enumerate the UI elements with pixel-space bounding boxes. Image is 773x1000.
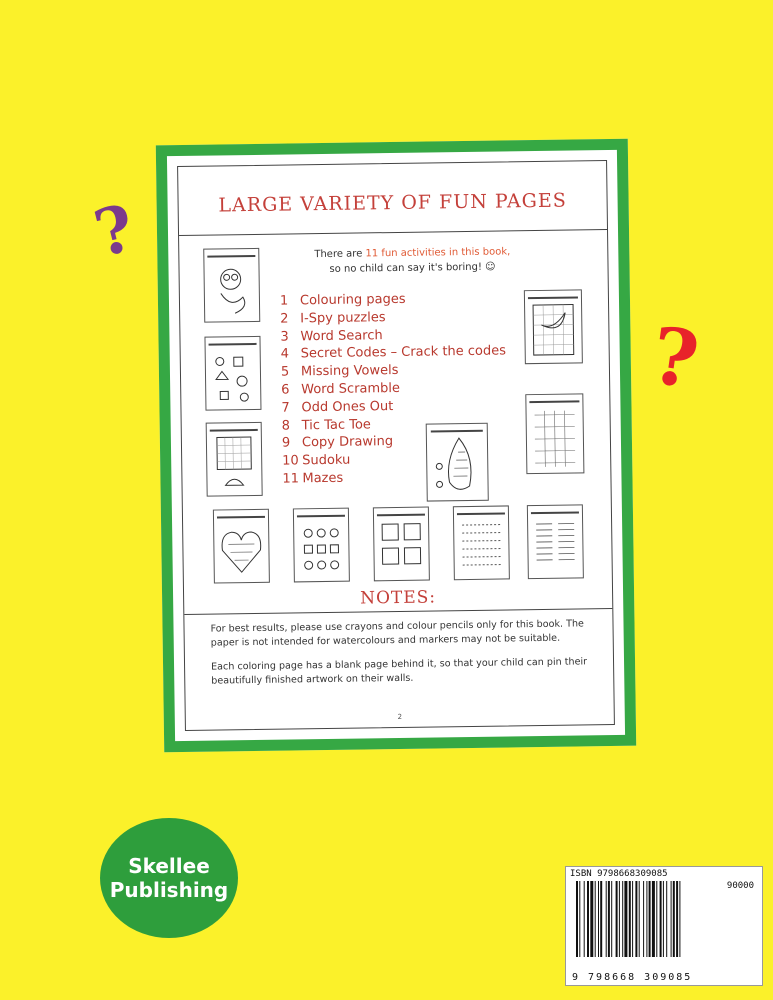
thumbnail-tic-tac-toe-page <box>525 393 584 474</box>
thumbnail-colouring-page <box>203 248 260 323</box>
list-item: 9 Copy Drawing <box>281 434 394 451</box>
isbn-digits: 9 798668 309085 <box>572 972 693 983</box>
publisher-line2: Publishing <box>109 878 229 902</box>
page-preview-frame <box>156 139 636 753</box>
intro-prefix: There are <box>314 248 366 261</box>
publisher-line1: Skellee <box>128 854 210 878</box>
thumbnail-word-scramble-page <box>527 504 584 579</box>
thumbnail-odd-ones-out-page <box>293 508 350 583</box>
list-item: 8 Tic Tac Toe <box>281 416 371 434</box>
thumbnail-sudoku-page <box>373 507 430 582</box>
list-item: 10 Sudoku <box>282 452 351 469</box>
intro-line2: so no child can say it's boring! ☺ <box>329 261 496 275</box>
notes-body <box>210 617 599 698</box>
thumbnail-maze-page <box>213 509 270 584</box>
intro-text <box>297 244 527 277</box>
thumbnail-word-search-page <box>206 422 263 497</box>
list-item: 6 Word Scramble <box>281 380 401 398</box>
list-item: 3 Word Search <box>280 327 383 345</box>
note-paragraph: Each coloring page has a blank page behind it, so that your child can pin their beautifully finished artwork on their walls. <box>210 656 588 687</box>
list-item: 5 Missing Vowels <box>280 363 399 380</box>
thumbnail-secret-codes-page <box>453 505 510 580</box>
barcode-bars <box>574 881 754 969</box>
divider <box>179 229 607 236</box>
list-item: 4 Secret Codes – Crack the codes <box>280 343 507 362</box>
list-item: 2 I-Spy puzzles <box>280 309 386 327</box>
thumbnail-colouring-shell-page <box>426 423 489 502</box>
intro-accent: 11 fun activities in this book, <box>365 246 511 260</box>
note-paragraph: For best results, please use crayons and colour pencils only for this book. The paper is not intended for watercolours and markers may not be suitable. <box>210 618 585 649</box>
notes-title: NOTES: <box>360 587 437 609</box>
list-item: 11 Mazes <box>282 470 344 487</box>
isbn-label: ISBN 9798668309085 <box>570 869 668 879</box>
barcode <box>565 866 763 986</box>
question-mark-icon: ? <box>87 190 142 273</box>
list-item: 1 Colouring pages <box>279 291 406 309</box>
thumbnail-copy-drawing-page <box>524 289 583 364</box>
price-code: 90000 <box>726 881 754 891</box>
page-number: 2 <box>397 712 403 722</box>
publisher-logo <box>100 818 238 938</box>
page-title: LARGE VARIETY OF FUN PAGES <box>218 189 567 217</box>
question-mark-icon: ? <box>645 310 704 407</box>
page-preview <box>177 160 615 731</box>
thumbnail-ispy-page <box>204 336 261 411</box>
list-item: 7 Odd Ones Out <box>281 398 394 416</box>
